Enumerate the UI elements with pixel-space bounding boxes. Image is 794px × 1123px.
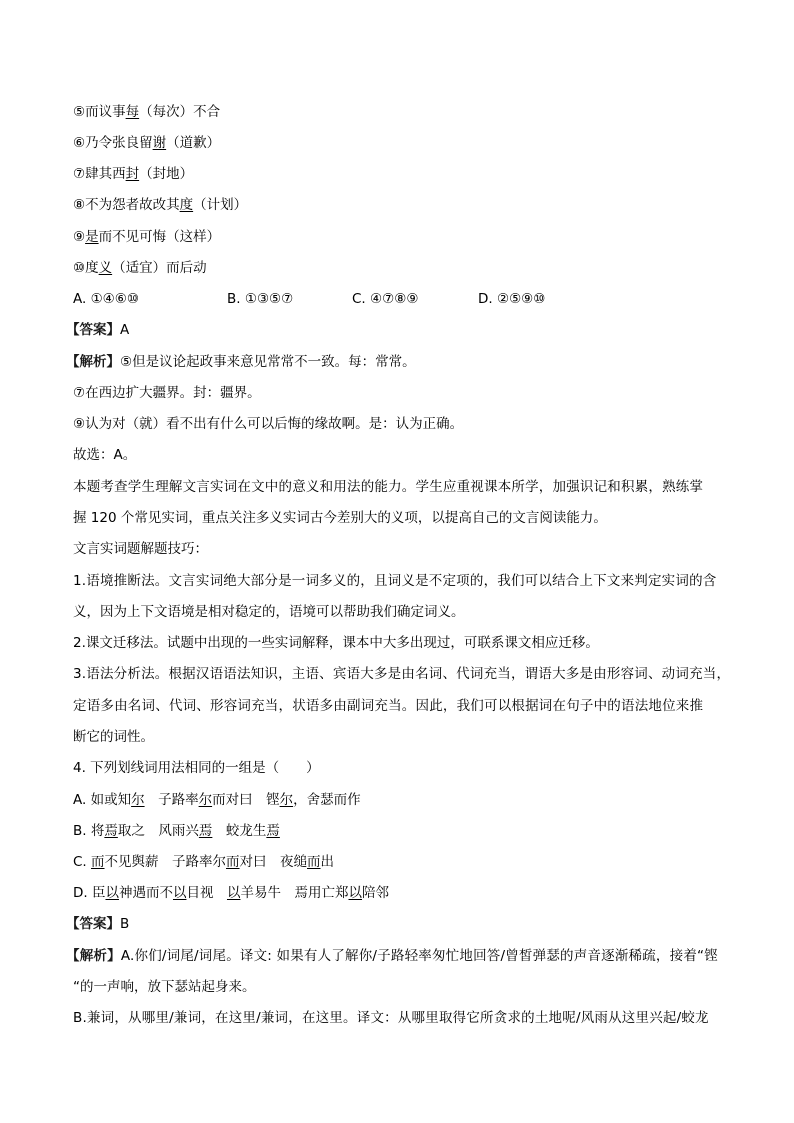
option-text: ，舍瑟而作 <box>293 792 361 808</box>
underlined-word: 焉 <box>198 823 213 839</box>
option-text: 出 <box>320 854 335 870</box>
underlined-word: 而 <box>226 854 240 870</box>
item-6: ⑥乃令张良留谢（道歉） <box>73 135 221 151</box>
answer-3 <box>66 320 129 340</box>
option-a: A. ①④⑥⑩ <box>73 291 139 307</box>
underlined-word: 以 <box>172 885 187 901</box>
underlined-word: 以 <box>226 885 241 901</box>
q4-option-a <box>73 790 361 810</box>
item-9: ⑨是而不见可悔（这样） <box>73 229 221 245</box>
option-text: 神遇而不 <box>118 885 173 901</box>
answer-value: B <box>120 916 130 932</box>
analysis-tag: 【解析】 <box>66 354 120 370</box>
q3-options <box>73 289 633 309</box>
option-text: 羊易牛 焉用亡郑 <box>240 885 349 901</box>
answer-value: A <box>120 322 130 338</box>
answer-tag: 【答案】 <box>66 916 120 932</box>
q4-option-b <box>73 821 280 841</box>
option-text: 蛟龙生 <box>212 823 267 839</box>
underlined-word: 而 <box>307 854 321 870</box>
analysis-3-line-5: 本题考查学生理解文言实词在文中的意义和用法的能力。学生应重视课本所学，加强识记和积累，熟练掌 <box>73 479 704 495</box>
underlined-word: 尔 <box>279 792 294 808</box>
underlined-word: 焉 <box>266 823 280 839</box>
underlined-word: 尔 <box>131 792 145 808</box>
answer-4 <box>66 914 129 934</box>
analysis-3-line-2: ⑦在西边扩大疆界。封：疆界。 <box>73 385 261 401</box>
item-5: ⑤而议事每（每次）不合 <box>73 104 221 120</box>
analysis-3-line-7: 文言实词题解题技巧： <box>73 541 208 557</box>
item-7: ⑦肆其西封（封地） <box>73 166 194 182</box>
question-4-stem: 4. 下列划线词用法相同的一组是（ ） <box>73 760 320 776</box>
option-text: 陪邻 <box>361 885 389 901</box>
analysis-3-line-12: 定语多由名词、代词、形容词充当，状语多由副词充当。因此，我们可以根据词在句子中的语法地位来推 <box>73 698 704 714</box>
analysis-3-line-10: 2.课文迁移法。试题中出现的一些实词解释，课本中大多出现过，可联系课文相应迁移。 <box>73 635 599 651</box>
analysis-3-line-9: 义，因为上下文语境是相对稳定的，语境可以帮助我们确定词义。 <box>73 604 465 620</box>
underlined-word: 焉 <box>104 823 118 839</box>
option-text: 子路率 <box>144 792 199 808</box>
option-text: 目视 <box>186 885 227 901</box>
option-text: 而对曰 铿 <box>212 792 280 808</box>
answer-tag: 【答案】 <box>66 322 120 338</box>
item-8: ⑧不为怨者故改其度（计划） <box>73 197 248 213</box>
analysis-tag: 【解析】 <box>66 948 121 964</box>
analysis-3-line-3: ⑨认为对（就）看不出有什么可以后悔的缘故啊。是：认为正确。 <box>73 416 464 432</box>
analysis-3-line-8: 1.语境推断法。文言实词绝大部分是一词多义的，且词义是不定项的，我们可以结合上下文来判定实词的含 <box>73 573 717 589</box>
option-c: C. ④⑦⑧⑨ <box>352 291 419 307</box>
option-text: 不见舆薪 子路率尔 <box>104 854 227 870</box>
q4-option-d <box>73 883 389 903</box>
option-text: B. 将 <box>73 823 105 839</box>
option-text: 对曰 夜缒 <box>239 854 308 870</box>
analysis-3-line-1: 【解析】⑤但是议论起政事来意见常常不一致。每：常常。 <box>66 354 416 370</box>
q4-option-c <box>73 852 334 872</box>
item-10: ⑩度义（适宜）而后动 <box>73 260 207 276</box>
option-text: A. 如或知 <box>73 792 132 808</box>
option-text: C. <box>73 854 92 870</box>
underlined-word: 尔 <box>198 792 213 808</box>
underlined-word: 以 <box>348 885 362 901</box>
analysis-4-line-2: “的一声响，放下瑟站起身来。 <box>73 979 256 995</box>
option-b: B. ①③⑤⑦ <box>227 291 294 307</box>
option-d: D. ②⑤⑨⑩ <box>478 291 546 307</box>
analysis-4-line-1: 【解析】A.你们/词尾/词尾。译文: 如果有人了解你/子路轻率匆忙地回答/曾皙弹瑟的声音逐渐稀疏，接着“铿 <box>66 948 718 964</box>
underlined-word: 以 <box>105 885 119 901</box>
analysis-4-line-3: B.兼词，从哪里/兼词，在这里/兼词，在这里。译文：从哪里取得它所贪求的土地呢/风雨从这里兴起/蛟龙 <box>73 1010 709 1026</box>
analysis-3-line-6: 握 120 个常见实词，重点关注多义实词古今差别大的义项，以提高自己的文言阅读能力。 <box>73 510 607 526</box>
analysis-3-line-11: 3.语法分析法。根据汉语语法知识，主语、宾语大多是由名词、代词充当，谓语大多是由形容词、动词充当， <box>73 666 731 682</box>
option-text: 取之 风雨兴 <box>117 823 199 839</box>
option-text: D. 臣 <box>73 885 106 901</box>
analysis-3-line-4: 故选：A。 <box>73 447 137 463</box>
analysis-3-line-13: 断它的词性。 <box>73 729 154 745</box>
underlined-word: 而 <box>91 854 105 870</box>
